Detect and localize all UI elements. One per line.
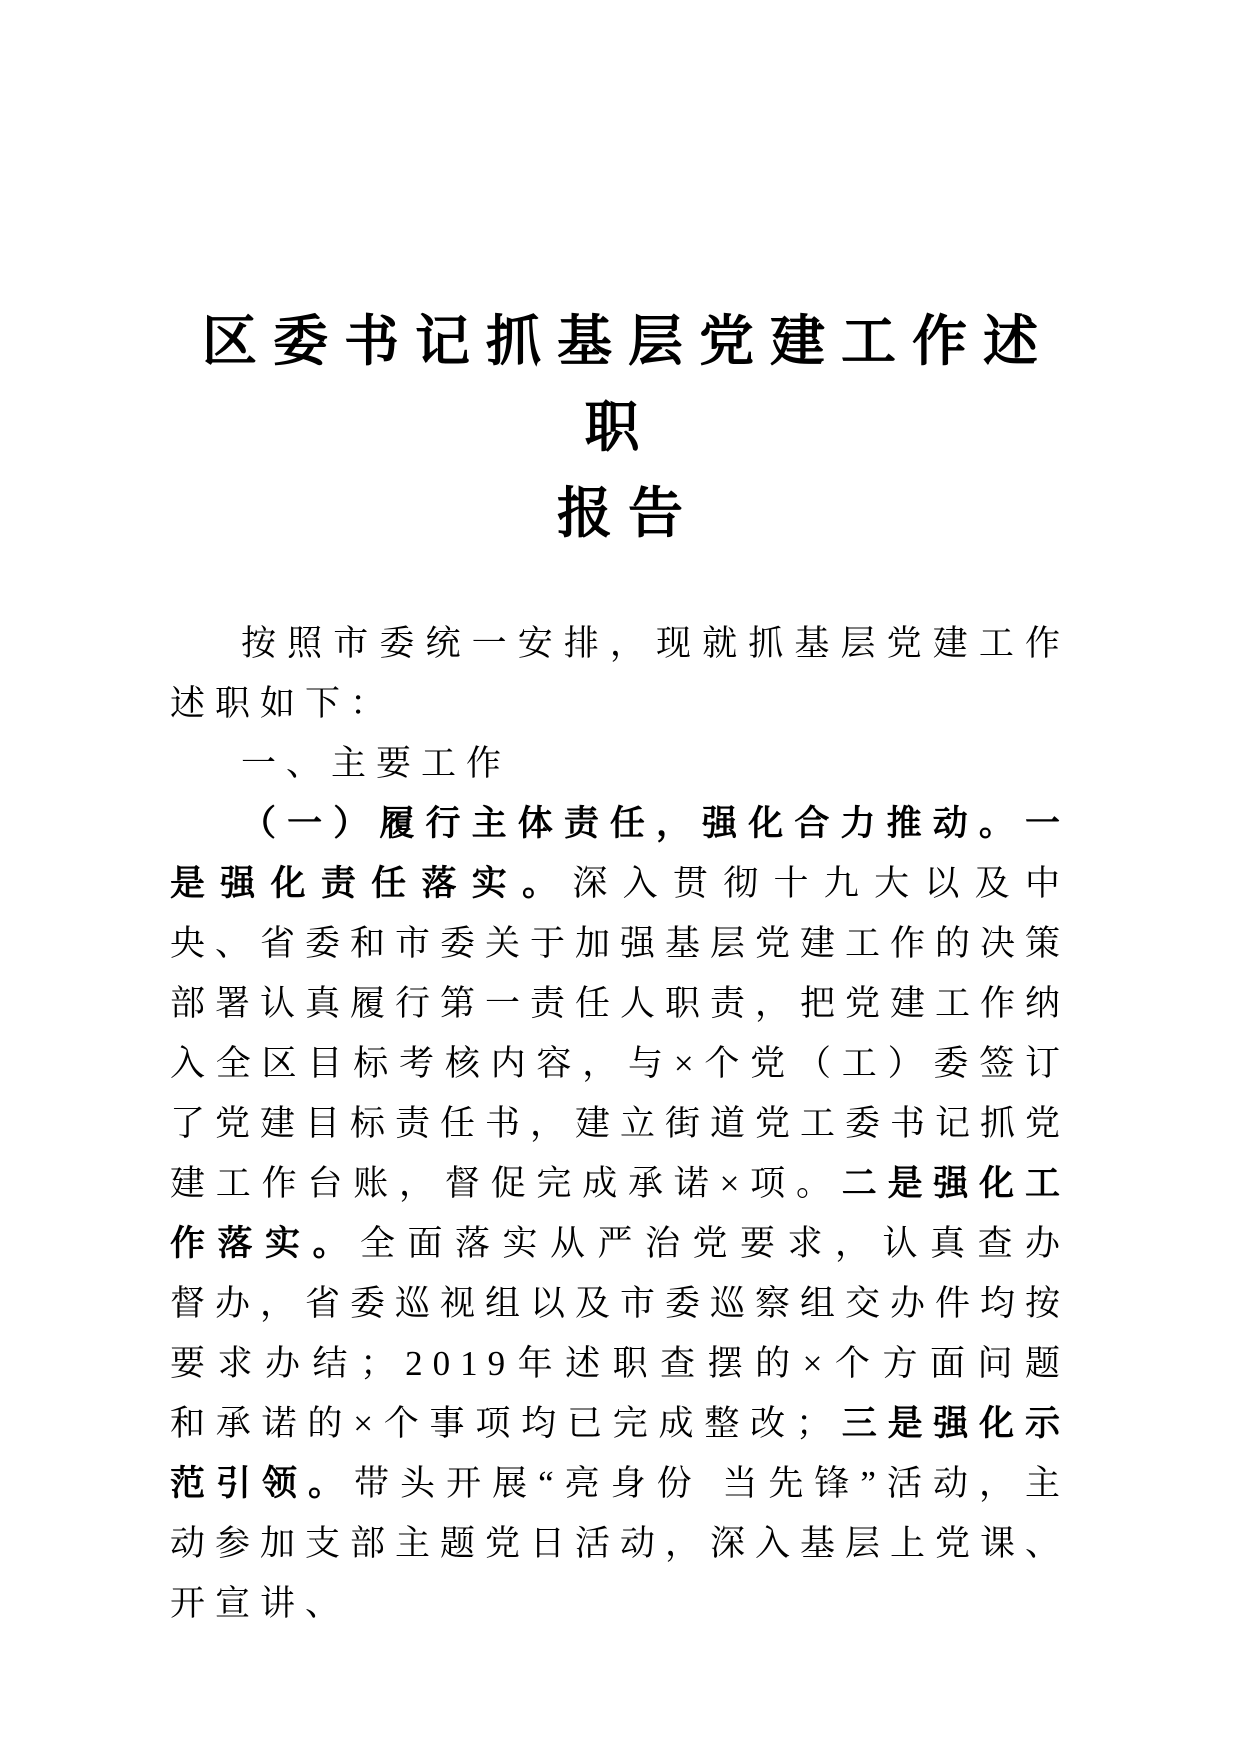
text-run: 深入贯彻十九大以及中央、省委和市委关于加强基层党建工作的决策部署认真履行第一责任人职责，把党建工作纳入全区目标考核内容，与×个党（工）委签订了党建目标责任书，建立街道党工委书记抓党建工作台账，督促完成承诺×项。 — [170, 864, 1071, 1203]
text-run-bold: （一）履行主体责任，强化合力推动。一是强化责任落实。 — [170, 804, 1070, 903]
document-title — [170, 298, 1070, 556]
text-run: 一、主要工作 — [241, 744, 512, 783]
text-run: 按照市委统一安排，现就抓基层党建工作述职如下： — [170, 624, 1070, 723]
title-line-1: 区委书记抓基层党建工作述职 — [201, 310, 1054, 458]
text-run: 全面落实从严治党要求，认真查办督办，省委巡视组以及市委巡察组交办件均按要求办结；2019年述职查摆的×个方面问题和承诺的×个事项均已完成整改； — [170, 1224, 1071, 1443]
title-line-2: 报告 — [556, 482, 699, 544]
text-run-bold: 二是强化工作落实。 — [170, 1164, 1070, 1263]
text-run: 带头开展“亮身份 当先锋”活动，主动参加支部主题党日活动，深入基层上党课、开宣讲、 — [170, 1464, 1071, 1623]
paragraph-main — [170, 794, 1070, 1634]
text-run-bold: 三是强化示范引领。 — [170, 1404, 1070, 1503]
paragraph-section-heading — [170, 734, 1070, 794]
paragraph-opening — [170, 614, 1070, 734]
